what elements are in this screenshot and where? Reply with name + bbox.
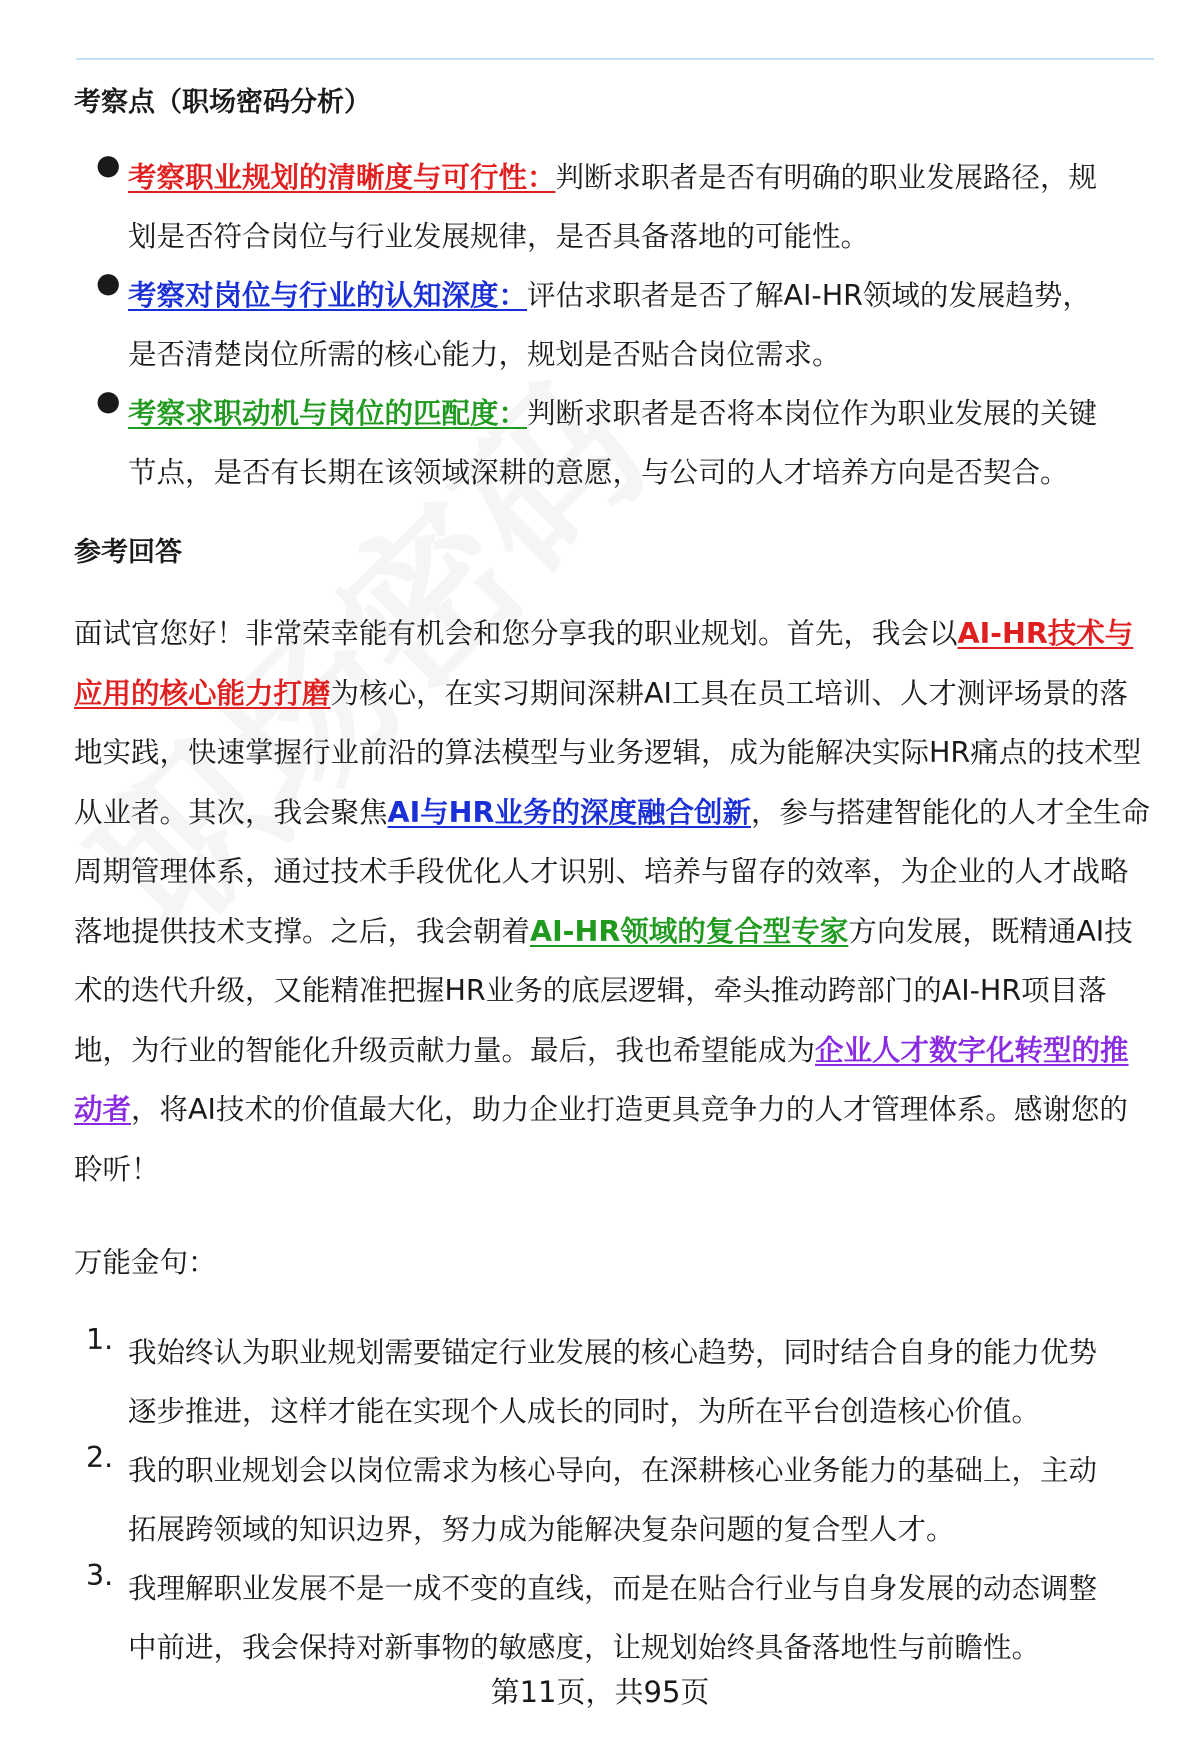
list-text-line: 我始终认为职业规划需要锚定行业发展的核心趋势，同时结合自身的能力优势 [128,1336,1098,1369]
answer-text: 为核心，在实习期间深耕AI工具在员工培训、人才测评场景的落地实践，快速掌握行业前沿的算法模型与业务逻辑，成为能解决实际HR痛点的技术型从业者。其次，我会聚焦 [74,676,1142,829]
list-number: 2. [86,1441,114,1474]
bullet-key-phrase: 考察职业规划的清晰度与可行性： [128,161,556,194]
answer-text: 面试官您好！非常荣幸能有机会和您分享我的职业规划。首先，我会以 [74,617,958,650]
list-number: 3. [86,1559,114,1592]
page-number: 第11页，共95页 [490,1675,710,1709]
highlight-phrase: 企业人才数字化转型的推动者 [74,1033,1129,1126]
highlight-phrase: AI-HR领域的复合型专家 [530,914,849,948]
bullet-item [128,384,1138,502]
answer-text: ，参与搭建智能化的人才全生命周期管理体系，通过技术手段优化人才识别、培养与留存的效率，为企业的人才战略落地提供技术支撑。之后，我会朝着 [74,795,1150,948]
bullet-key-phrase: 考察对岗位与行业的认知深度： [128,279,528,312]
bullet-text-line: 是否清楚岗位所需的核心能力，规划是否贴合岗位需求。 [128,338,841,371]
list-text-line: 拓展跨领域的知识边界，努力成为能解决复杂问题的复合型人才。 [128,1513,955,1546]
top-divider [76,58,1154,60]
list-item [128,1559,1138,1677]
list-text-line: 我的职业规划会以岗位需求为核心导向，在深耕核心业务能力的基础上，主动 [128,1454,1098,1487]
bullet-dot: ● [96,266,121,299]
bullet-dot: ● [96,148,121,181]
bullet-dot: ● [96,384,121,417]
answer-paragraph [74,604,1152,1199]
list-item [128,1441,1138,1559]
section-title-golden-sentences: 万能金句： [74,1246,217,1279]
bullet-text-line: 评估求职者是否了解AI-HR领域的发展趋势， [527,279,1091,312]
bullet-text-line: 判断求职者是否将本岗位作为职业发展的关键 [527,397,1098,430]
bullet-text-line: 划是否符合岗位与行业发展规律，是否具备落地的可能性。 [128,220,870,253]
highlight-phrase: AI与HR业务的深度融合创新 [387,795,751,829]
bullet-text-line: 节点，是否有长期在该领域深耕的意愿，与公司的人才培养方向是否契合。 [128,456,1069,489]
list-text-line: 逐步推进，这样才能在实现个人成长的同时，为所在平台创造核心价值。 [128,1395,1041,1428]
bullet-key-phrase: 考察求职动机与岗位的匹配度： [128,397,528,430]
section-title-assessment: 考察点（职场密码分析） [74,87,371,118]
section-title-reference-answer: 参考回答 [74,537,182,568]
answer-text: ，将AI技术的价值最大化，助力企业打造更具竞争力的人才管理体系。感谢您的聆听！ [74,1093,1128,1186]
list-number: 1. [86,1323,114,1356]
list-text-line: 中前进，我会保持对新事物的敏感度，让规划始终具备落地性与前瞻性。 [128,1631,1041,1664]
bullet-item [128,266,1138,384]
bullet-text-line: 判断求职者是否有明确的职业发展路径，规 [555,161,1098,194]
list-text-line: 我理解职业发展不是一成不变的直线，而是在贴合行业与自身发展的动态调整 [128,1572,1098,1605]
answer-text: 方向发展，既精通AI技术的迭代升级，又能精准把握HR业务的底层逻辑，牵头推动跨部门的AI-HR项目落地，为行业的智能化升级贡献力量。最后，我也希望能成为 [74,914,1133,1067]
bullet-item [128,148,1138,266]
list-item [128,1323,1138,1441]
highlight-phrase: AI-HR技术与应用的核心能力打磨 [74,617,1134,710]
